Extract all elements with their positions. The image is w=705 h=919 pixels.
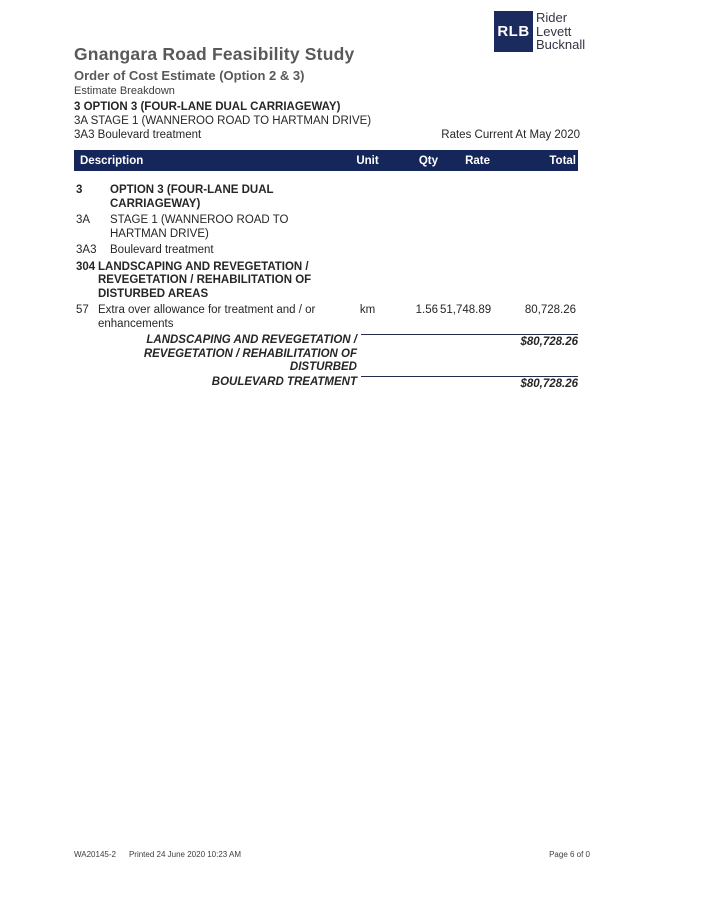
estimate-table: [74, 150, 578, 391]
title-block: [74, 44, 494, 97]
table-row: [74, 184, 578, 211]
rlb-logo-square: RLB: [494, 11, 533, 52]
logo-line-rider: Rider: [536, 10, 568, 26]
row-description: Extra over allowance for treatment and / or enhancements: [98, 304, 316, 330]
table-header-row: [74, 150, 578, 171]
table-row: [74, 214, 578, 241]
document-reference: WA20145-2: [74, 850, 116, 859]
subtotal-label: BOULEVARD TREATMENT: [211, 375, 357, 388]
subtotal-value: $80,728.26: [361, 334, 578, 349]
row-code: 3A: [76, 214, 91, 226]
subtotal-section: [74, 334, 578, 390]
estimate-breakdown-label: Estimate Breakdown: [74, 85, 175, 97]
column-header-description: Description: [80, 154, 144, 167]
column-header-rate: Rate: [465, 154, 490, 167]
section-treatment-line: 3A3 Boulevard treatment: [74, 129, 202, 141]
rlb-logo: [494, 11, 585, 52]
subtotal-label: LANDSCAPING AND REVEGETATION / REVEGETATION / REHABILITATION OF DISTURBED: [143, 334, 357, 373]
rates-current-note: Rates Current At May 2020: [441, 129, 580, 141]
row-code: 57: [76, 304, 89, 316]
section-option-line: 3 OPTION 3 (FOUR-LANE DUAL CARRIAGEWAY): [74, 101, 341, 113]
row-code: 3: [76, 184, 83, 196]
footer-left: [74, 850, 241, 859]
document-subtitle: Order of Cost Estimate (Option 2 & 3): [74, 68, 305, 83]
table-row: [74, 304, 578, 331]
logo-line-bucknall: Bucknall: [536, 37, 586, 53]
row-code: 3A3: [76, 244, 97, 256]
section-stage-line: 3A STAGE 1 (WANNEROO ROAD TO HARTMAN DRIVE): [74, 115, 372, 127]
row-rate: 51,748.89: [440, 304, 492, 316]
column-header-qty: Qty: [418, 154, 438, 167]
table-row: [74, 261, 578, 302]
row-description: STAGE 1 (WANNEROO ROAD TO HARTMAN DRIVE): [110, 214, 289, 240]
section-heading: [74, 100, 580, 142]
subtotal-row-boulevard: [74, 376, 578, 391]
column-header-total: Total: [549, 154, 576, 167]
row-description: LANDSCAPING AND REVEGETATION / REVEGETATION / REHABILITATION OF DISTURBED AREAS: [98, 260, 312, 300]
column-header-unit: Unit: [356, 154, 379, 167]
row-code: 304: [76, 260, 96, 273]
rlb-logo-wordmark: [533, 11, 585, 52]
row-total: 80,728.26: [524, 304, 576, 316]
row-qty: 1.56: [415, 304, 438, 316]
subtotal-row-landscaping: [74, 334, 578, 375]
table-body: [74, 184, 578, 331]
logo-line-levett: Levett: [536, 23, 572, 39]
section-treatment-row: [74, 128, 580, 142]
row-description: OPTION 3 (FOUR-LANE DUAL CARRIAGEWAY): [110, 184, 274, 210]
page-footer: [74, 850, 590, 859]
row-description: Boulevard treatment: [110, 244, 214, 256]
table-row: [74, 244, 578, 258]
page-number: Page 6 of 0: [549, 850, 590, 859]
printed-timestamp: Printed 24 June 2020 10:23 AM: [128, 850, 242, 859]
subtotal-value: $80,728.26: [361, 376, 578, 391]
row-unit: km: [359, 304, 376, 316]
document-title: Gnangara Road Feasibility Study: [74, 44, 355, 64]
